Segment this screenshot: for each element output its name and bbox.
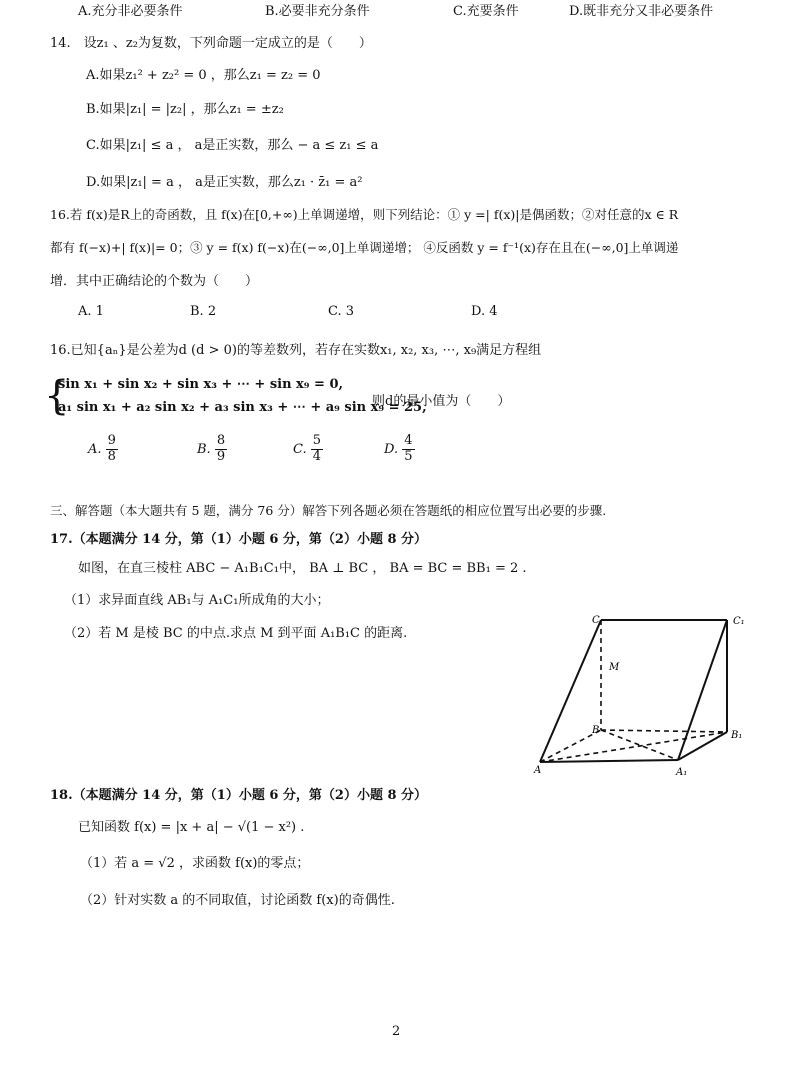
q17-number: 17. bbox=[50, 532, 73, 547]
q14-stem: 14. 设z₁ 、z₂为复数，下列命题一定成立的是（ ） bbox=[50, 36, 372, 51]
q13-option-c: C.充要条件 bbox=[453, 4, 519, 19]
page-number: 2 bbox=[392, 1024, 401, 1039]
q18-score: （本题满分 14 分，第（1）小题 6 分，第（2）小题 8 分） bbox=[72, 788, 428, 803]
q18-part1: （1）若 a = √2 ，求函数 f(x)的零点； bbox=[80, 856, 310, 871]
q16a-line3: 增．其中正确结论的个数为（ ） bbox=[50, 274, 259, 289]
q16a-option-c: C. 3 bbox=[328, 304, 355, 319]
label-m: M bbox=[609, 662, 620, 673]
q16b-option-a: A. $\frac{9}{8}$ bbox=[88, 433, 116, 464]
q13-option-a: A.充分非必要条件 bbox=[78, 4, 183, 19]
q17-header bbox=[50, 528, 427, 547]
q16a-option-a: A. 1 bbox=[78, 304, 104, 319]
q16b-option-c: C. $\frac{5}{4}$ bbox=[293, 433, 322, 464]
q16a-option-b: B. 2 bbox=[190, 304, 217, 319]
q16b-equation-1: sin x₁ + sin x₂ + sin x₃ + ⋯ + sin x₉ = 0, bbox=[58, 377, 344, 392]
q16b-stem: 16.已知{aₙ}是公差为d (d > 0)的等差数列，若存在实数x₁, x₂, x₃, ⋯, x₉满足方程组 bbox=[50, 343, 542, 358]
section-3-heading: 三、解答题（本大题共有 5 题，满分 76 分）解答下列各题必须在答题纸的相应位置写出必要的步骤. bbox=[50, 503, 607, 518]
q18-intro: 已知函数 f(x) = |x + a| − √(1 − x²) . bbox=[78, 820, 305, 835]
label-c1: C₁ bbox=[733, 616, 745, 627]
label-a1: A₁ bbox=[676, 767, 688, 778]
q16b-option-d: D. $\frac{4}{5}$ bbox=[384, 433, 413, 464]
equation-brace: { bbox=[44, 373, 70, 419]
q14-option-b: B.如果|z₁| = |z₂| ，那么z₁ = ±z₂ bbox=[86, 102, 284, 117]
q17-part2: （2）若 M 是棱 BC 的中点.求点 M 到平面 A₁B₁C 的距离. bbox=[64, 626, 408, 641]
q16a-line2: 都有 f(−x)+| f(x)|= 0；③ y = f(x) f(−x)在(−∞,0]上单调递增； ④反函数 y = f⁻¹(x)存在且在(−∞,0]上单调递 bbox=[50, 240, 679, 255]
q18-part2: （2）针对实数 a 的不同取值，讨论函数 f(x)的奇偶性. bbox=[80, 893, 395, 908]
q14-option-c: C.如果|z₁| ≤ a ， a是正实数，那么 − a ≤ z₁ ≤ a bbox=[86, 138, 379, 153]
label-b: B bbox=[592, 725, 600, 736]
q16b-tail: 则d的最小值为（ ） bbox=[372, 394, 511, 409]
q17-score: （本题满分 14 分，第（1）小题 6 分，第（2）小题 8 分） bbox=[72, 532, 428, 547]
q16b-equation-2: a₁ sin x₁ + a₂ sin x₂ + a₃ sin x₃ + ⋯ + a₉ sin x₉ = 25, bbox=[58, 400, 427, 415]
q14-option-a: A.如果z₁² + z₂² = 0 ，那么z₁ = z₂ = 0 bbox=[86, 68, 321, 83]
label-b1: B₁ bbox=[731, 730, 743, 741]
q14-option-d: D.如果|z₁| = a ， a是正实数，那么z₁ · z̄₁ = a² bbox=[86, 175, 363, 190]
q16b-option-b: B. $\frac{8}{9}$ bbox=[197, 433, 226, 464]
q18-number: 18. bbox=[50, 788, 73, 803]
q16a-line1: 16.若 f(x)是R上的奇函数，且 f(x)在[0,+∞)上单调递增，则下列结论：① y =| f(x)|是偶函数；②对任意的x ∈ R bbox=[50, 207, 679, 222]
q17-part1: （1）求异面直线 AB₁与 A₁C₁所成角的大小； bbox=[64, 593, 330, 608]
q18-header bbox=[50, 784, 427, 803]
q17-intro: 如图，在直三棱柱 ABC − A₁B₁C₁中， BA ⊥ BC ， BA = BC = BB₁ = 2 . bbox=[78, 561, 527, 576]
q13-option-d: D.既非充分又非必要条件 bbox=[569, 4, 714, 19]
q13-option-b: B.必要非充分条件 bbox=[265, 4, 370, 19]
prism-figure bbox=[530, 612, 760, 787]
label-a: A bbox=[534, 765, 542, 776]
q16a-option-d: D. 4 bbox=[471, 304, 498, 319]
label-c: C bbox=[592, 615, 600, 626]
